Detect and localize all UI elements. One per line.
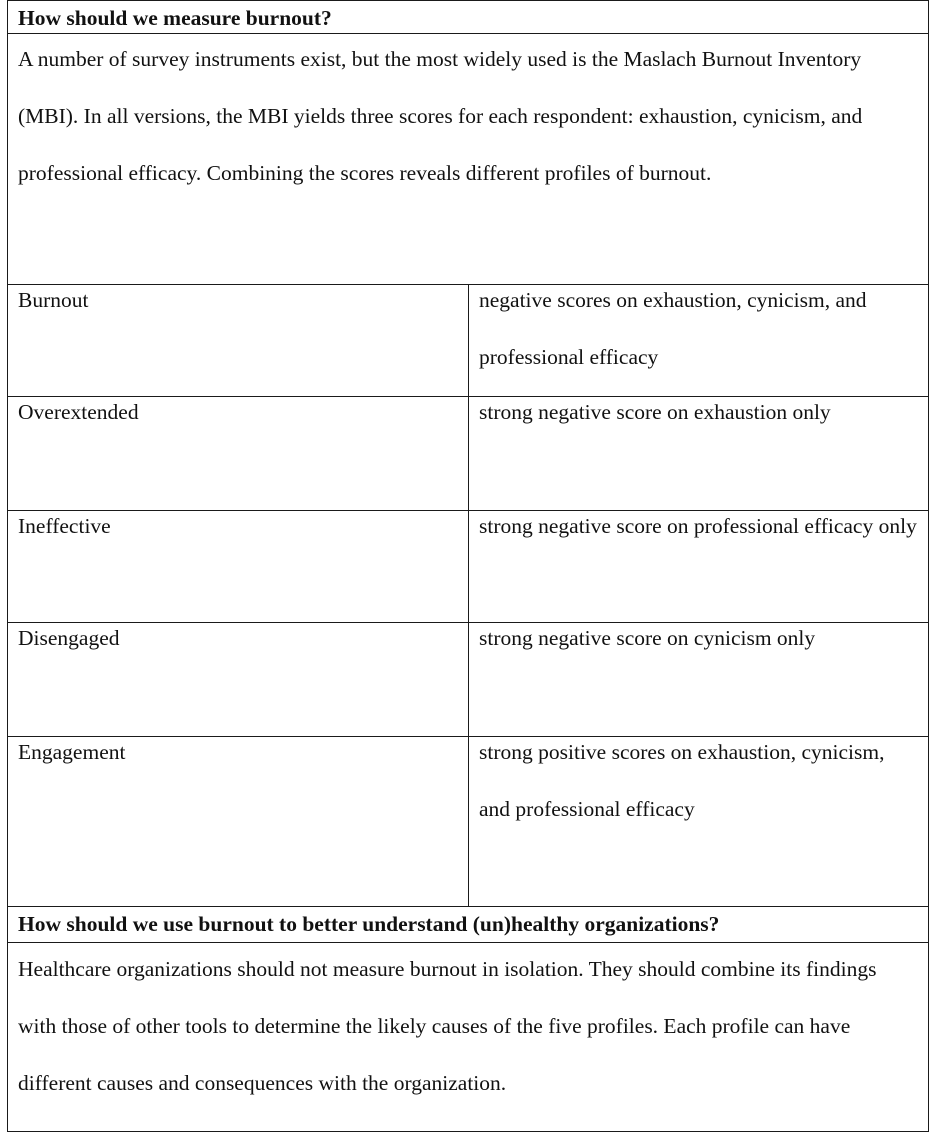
profile-name-cell [8,285,469,396]
profile-name: Engagement [18,740,126,764]
section2-heading-row [8,907,928,943]
section1-paragraph-text: A number of survey instruments exist, but the most widely used is the Maslach Burnout Inventory (MBI). In all versions, the MBI yields three scores for each respondent: exhaustion, cynicism, and professional efficacy. Combining the scores reveals different profiles of burnout. [18,47,863,185]
profile-name: Burnout [18,288,89,312]
table-row [8,623,928,737]
profile-name-cell [8,737,469,906]
profile-description: strong positive scores on exhaustion, cynicism, and professional efficacy [479,740,885,821]
profile-description: negative scores on exhaustion, cynicism, and professional efficacy [479,288,867,369]
section2-paragraph-row [8,943,928,1131]
profile-description: strong negative score on cynicism only [479,626,816,650]
burnout-table [7,0,929,1132]
profile-description-cell [469,623,928,736]
profile-name-cell [8,623,469,736]
table-row [8,285,928,397]
section1-heading: How should we measure burnout? [18,6,332,30]
profile-name: Ineffective [18,514,111,538]
profile-name: Disengaged [18,626,120,650]
profile-name-cell [8,511,469,622]
profile-description-cell [469,397,928,510]
table-row [8,737,928,907]
profile-name: Overextended [18,400,139,424]
section1-paragraph-row [8,34,928,285]
section2-paragraph [8,943,928,1112]
profile-description-cell [469,285,928,396]
profile-description: strong negative score on exhaustion only [479,400,831,424]
table-row [8,397,928,511]
table-row [8,511,928,623]
section2-paragraph-text: Healthcare organizations should not measure burnout in isolation. They should combine its findings with those of other tools to determine the likely causes of the five profiles. Each profile can have different causes and consequences with the organization. [18,957,877,1095]
profile-description: strong negative score on professional efficacy only [479,514,917,538]
section2-heading: How should we use burnout to better understand (un)healthy organizations? [18,912,720,936]
section1-heading-row [8,1,928,34]
section1-paragraph [8,34,928,202]
profile-name-cell [8,397,469,510]
profile-description-cell [469,737,928,906]
profile-description-cell [469,511,928,622]
